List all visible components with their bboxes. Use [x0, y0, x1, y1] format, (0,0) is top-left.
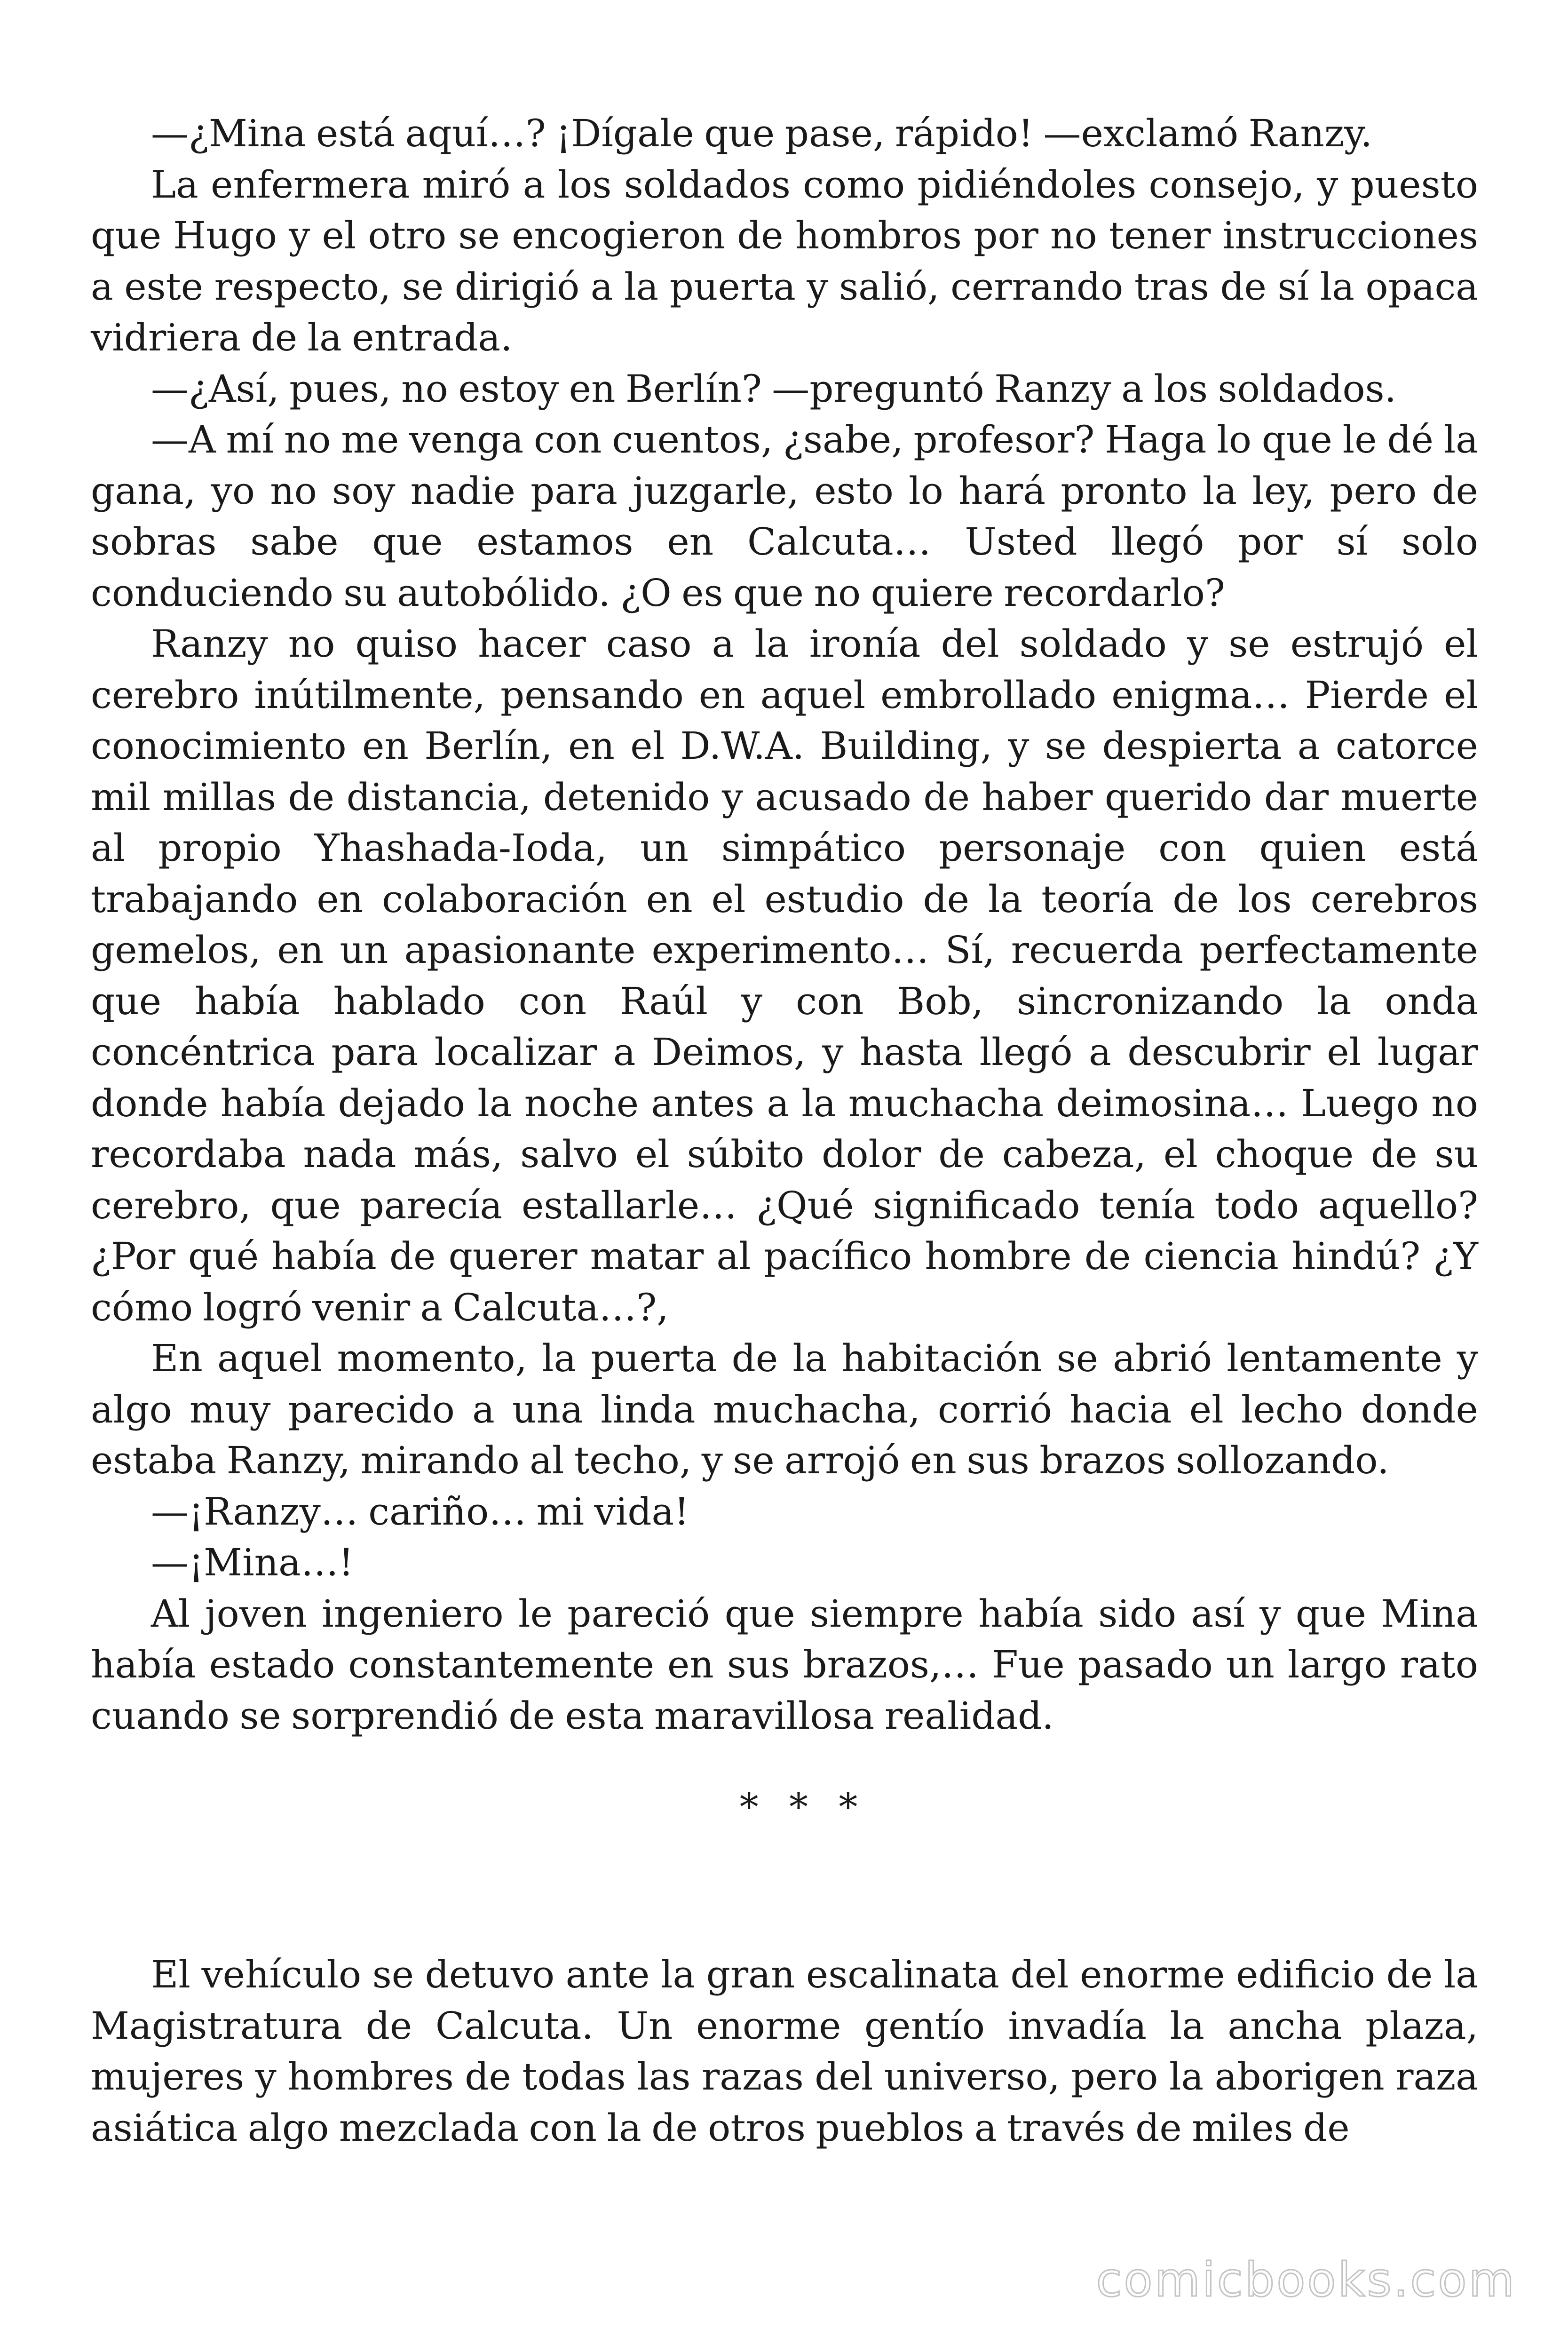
paragraph: —¿Así, pues, no estoy en Berlín? —preguntó Ranzy a los soldados. — [151, 366, 1397, 411]
paragraph: —¿Mina está aquí…? ¡Dígale que pase, rápido! —exclamó Ranzy. — [151, 111, 1372, 155]
paragraph: En aquel momento, la puerta de la habitación se abrió lentamente y algo muy parecido a una linda muchacha, corrió hacia el lecho donde estaba Ranzy, mirando al techo, y se arrojó en sus brazos sollozando. — [91, 1336, 1478, 1482]
section-separator: * * * — [739, 1785, 867, 1829]
paragraph: —¡Ranzy… cariño… mi vida! — [151, 1489, 689, 1534]
paragraph: —A mí no me venga con cuentos, ¿sabe, profesor? Haga lo que le dé la gana, yo no soy nadie para juzgarle, esto lo hará pronto la ley, pero de sobras sabe que estamos en Calcuta… Usted llegó por sí solo conduciendo su autobólido. ¿O es que no quiere recordarlo? — [91, 418, 1478, 615]
paragraph: —¡Mina…! — [151, 1541, 354, 1584]
paragraph: Ranzy no quiso hacer caso a la ironía del soldado y se estrujó el cerebro inútilmente, pensando en aquel embrollado enigma… Pierde el conocimiento en Berlín, en el D.W.A. Building, y se despierta a catorce mil millas de distancia, detenido y acusado de haber querido dar muerte al propio Yhashada-Ioda, un simpático personaje con quien está trabajando en colaboración en el estudio de la teoría de los cerebros gemelos, en un apasionante experimento… Sí, recuerda perfectamente que había hablado con Raúl y con Bob, sincronizando la onda concéntrica para localizar a Deimos, y hasta llegó a descubrir el lugar donde había dejado la noche antes a la muchacha deimosina… Luego no recordaba nada más, salvo el súbito dolor de cabeza, el choque de su cerebro, que parecía estallarle… ¿Qué significado tenía todo aquello? ¿Por qué había de querer matar al pacífico hombre de ciencia hindú? ¿Y cómo logró venir a Calcuta…?, — [91, 622, 1478, 1329]
watermark: comicbooks.com — [1096, 2252, 1516, 2307]
paragraph: El vehículo se detuvo ante la gran escalinata del enorme edificio de la Magistratura de Calcuta. Un enorme gentío invadía la ancha plaza, mujeres y hombres de todas las razas del universo, pero la aborigen raza asiática algo mezclada con la de otros pueblos a través de miles de — [91, 1953, 1478, 2150]
page-text — [91, 108, 1478, 2153]
paragraph: Al joven ingeniero le pareció que siempre había sido así y que Mina había estado constantemente en sus brazos,… Fue pasado un largo rato cuando se sorprendió de esta maravillosa realidad. — [91, 1591, 1478, 1738]
paragraph: La enfermera miró a los soldados como pidiéndoles consejo, y puesto que Hugo y el otro se encogieron de hombros por no tener instrucciones a este respecto, se dirigió a la puerta y salió, cerrando tras de sí la opaca vidriera de la entrada. — [91, 162, 1478, 359]
